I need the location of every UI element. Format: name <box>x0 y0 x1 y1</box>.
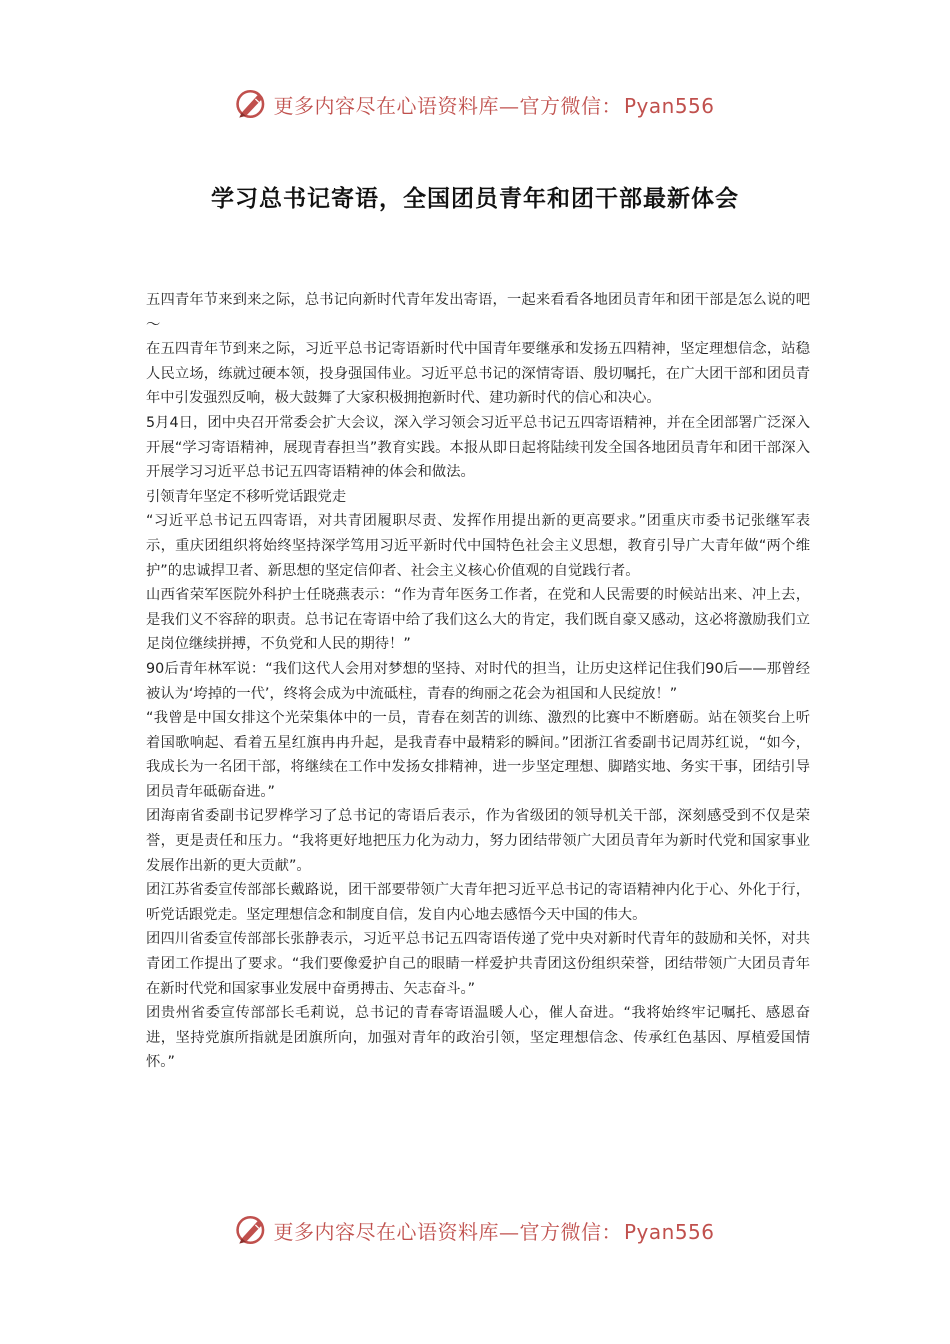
document-body <box>146 288 810 1075</box>
section-heading: 引领青年坚定不移听党话跟党走 <box>146 488 347 505</box>
document-title: 学习总书记寄语，全国团员青年和团干部最新体会 <box>211 186 739 212</box>
wechat-id: Pyan556 <box>623 1219 715 1244</box>
banner-text: 更多内容尽在心语资料库—官方微信： Pyan556 <box>273 1219 715 1244</box>
pen-nib-logo-icon <box>235 1213 269 1247</box>
paragraph: “我曾是中国女排这个光荣集体中的一员，青春在刻苦的训练、激烈的比赛中不断磨砺。站在领奖台上听着国歌响起、看着五星红旗冉冉升起，是我青春中最精彩的瞬间。”团浙江省委副书记周苏红说，“如今，我成长为一名团干部，将继续在工作中发扬女排精神，进一步坚定理想、脚踏实地、务实干事，团结引导团员青年砥砺奋进。” <box>146 710 810 800</box>
banner-text: 更多内容尽在心语资料库—官方微信： Pyan556 <box>273 93 715 118</box>
paragraph: 山西省荣军医院外科护士任晓燕表示：“作为青年医务工作者，在党和人民需要的时候站出来、冲上去，是我们义不容辞的职责。总书记在寄语中给了我们这么大的肯定，我们既自豪又感动，这必将激励我们立足岗位继续拼搏，不负党和人民的期待！” <box>146 587 810 653</box>
paragraph: 5月4日，团中央召开常委会扩大会议，深入学习领会习近平总书记五四寄语精神，并在全团部署广泛深入开展“学习寄语精神，展现青春担当”教育实践。本报从即日起将陆续刊发全国各地团员青年和团干部深入开展学习习近平总书记五四寄语精神的体会和做法。 <box>146 414 810 481</box>
paragraph: 团海南省委副书记罗桦学习了总书记的寄语后表示，作为省级团的领导机关干部，深刻感受到不仅是荣誉，更是责任和压力。“我将更好地把压力化为动力，努力团结带领广大团员青年为新时代党和国家事业发展作出新的更大贡献”。 <box>146 808 810 874</box>
paragraph: 团贵州省委宣传部部长毛莉说，总书记的青春寄语温暖人心，催人奋进。“我将始终牢记嘱托、感恩奋进，坚持党旗所指就是团旗所向，加强对青年的政治引领，坚定理想信念、传承红色基因、厚植爱国情怀。” <box>146 1005 810 1071</box>
wechat-id: Pyan556 <box>623 93 715 118</box>
paragraph: 团江苏省委宣传部部长戴路说，团干部要带领广大青年把习近平总书记的寄语精神内化于心、外化于行，听党话跟党走。坚定理想信念和制度自信，发自内心地去感悟今天中国的伟大。 <box>146 882 810 923</box>
pen-nib-logo-icon <box>235 87 269 121</box>
header-banner <box>0 84 950 124</box>
paragraph: 五四青年节来到来之际，总书记向新时代青年发出寄语，一起来看看各地团员青年和团干部是怎么说的吧～ <box>146 292 810 333</box>
paragraph: 团四川省委宣传部部长张静表示，习近平总书记五四寄语传递了党中央对新时代青年的鼓励和关怀，对共青团工作提出了要求。“我们要像爱护自己的眼睛一样爱护共青团这份组织荣誉，团结带领广大团员青年在新时代党和国家事业发展中奋勇搏击、矢志奋斗。” <box>146 931 810 997</box>
paragraph: “习近平总书记五四寄语，对共青团履职尽责、发挥作用提出新的更高要求。”团重庆市委书记张继军表示，重庆团组织将始终坚持深学笃用习近平新时代中国特色社会主义思想，教育引导广大青年做“两个维护”的忠诚捍卫者、新思想的坚定信仰者、社会主义核心价值观的自觉践行者。 <box>146 513 810 579</box>
paragraph: 在五四青年节到来之际，习近平总书记寄语新时代中国青年要继承和发扬五四精神，坚定理想信念，站稳人民立场，练就过硬本领，投身强国伟业。习近平总书记的深情寄语、殷切嘱托，在广大团干部和团员青年中引发强烈反响，极大鼓舞了大家积极拥抱新时代、建功新时代的信心和决心。 <box>146 341 810 407</box>
paragraph: 90后青年林军说：“我们这代人会用对梦想的坚持、对时代的担当，让历史这样记住我们90后——那曾经被认为‘垮掉的一代’，终将会成为中流砥柱，青春的绚丽之花会为祖国和人民绽放！” <box>146 660 810 702</box>
footer-banner <box>0 1210 950 1250</box>
